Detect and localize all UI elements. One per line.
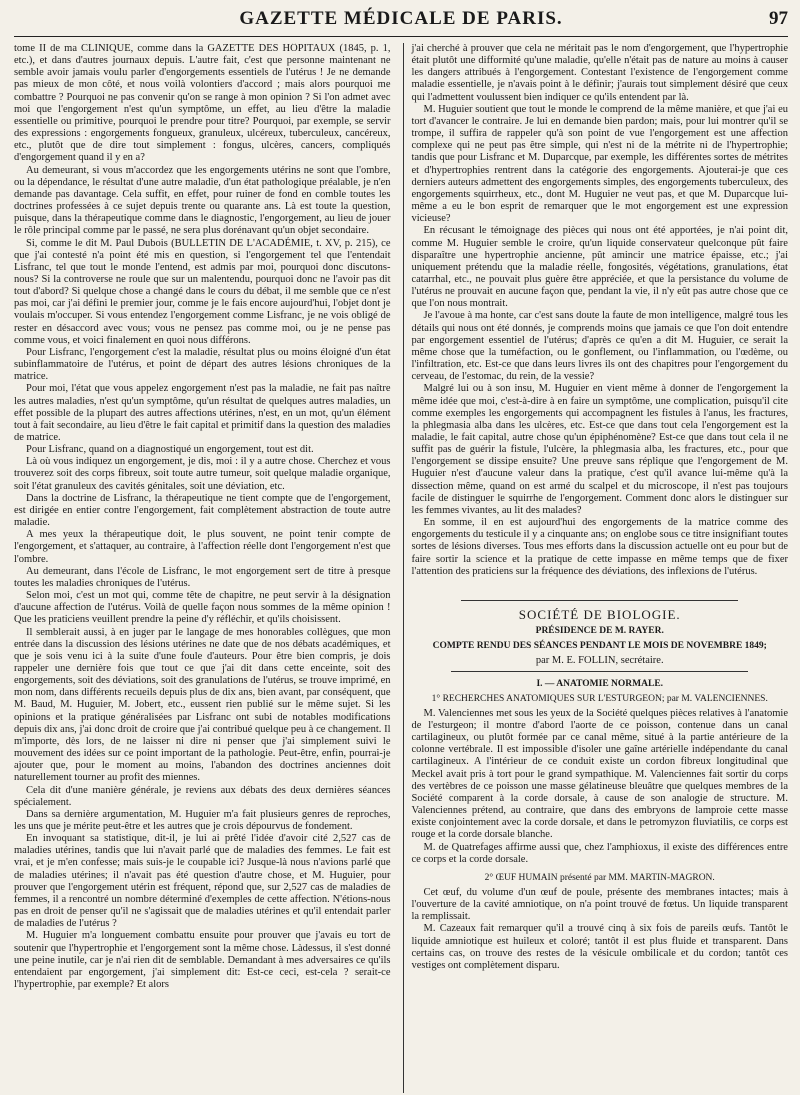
journal-title: GAZETTE MÉDICALE DE PARIS. xyxy=(239,8,563,29)
paragraph: Je l'avoue à ma honte, car c'est sans doute la faute de mon intelligence, malgré tous les détails qui nous ont été donnés, je comprends moins que jamais ce que l'on doit entendre par engorgement essentiel de l'utérus; d'après ce qu'en a dit M. Huguier, ce serait la même chose que la tuméfaction, ou le gonflement, ou l'inflammation, ou l'œdème, ou l'infiltration, etc. Est-ce que dans leurs livres ils ont des chapitres pour l'engorgement du cerveau, de l'estomac, du rein, de la vessie? xyxy=(411,310,788,383)
paragraph: M. de Quatrefages affirme aussi que, chez l'amphioxus, il existe des différences entre ce corps et la corde dorsale. xyxy=(411,841,788,865)
paragraph: Selon moi, c'est un mot qui, comme tête de chapitre, ne peut servir à la désignation d'aucune affection de l'utérus. Voilà de quelle façon nous sommes de la même opinion ! Que les praticiens veuillent prendre la peine d'y réfléchir, et qu'ils choisissent. xyxy=(14,590,391,626)
paragraph: Pour Lisfranc, quand on a diagnostiqué un engorgement, tout est dit. xyxy=(26,444,314,456)
paragraph: Il semblerait aussi, à en juger par le langage de mes honorables collègues, que mon entrée dans la discussion des lésions utérines ne date que de nos débats académiques, et que je sois venu ici à la suite d'une foule d'auteurs. Pour être bien compris, je dois rappeler une dernière fois que tout ce que j'ai dit dans cette enceinte, soit des engorgements, soit des déviations, soit des granulations de l'utérus, se trouve imprimé, en mon nom, dans différents recueils depuis plus de dix ans, bien avant, par conséquent, que M. Baud, M. Huguier, M. Jobert, etc., eussent rien publié sur le même sujet. Si les opinions et la pratique généralisées par Lisfranc ont subi de notables modifications depuis dix ans, j'ai donc droit de croire que j'ai contribué quelque peu à ce changement. Il m'importe, dès lors, de ne laisser ni dire ni penser que j'ai simplement suivi le mouvement des idées sur ce point important de la pathologie. Peut-être, enfin, pourrai-je ajouter que, pour le moment au moins, l'abandon des doctrines anciennes doit naturellement tourner au profit des miennes. xyxy=(14,626,391,784)
paragraph: M. Huguier soutient que tout le monde le comprend de la même manière, et que j'ai eu tort d'avancer le contraire. Je lui en demande bien pardon; mais, pour lui montrer qu'il se trompe, il suffira de rappeler qu'à son point de vue l'engorgement est une affection complexe qui ne peut pas être simple, qui n'est ni de la métrite ni de l'hypertrophie; tandis que pour Lisfranc et M. Duparcque, par exemple, les différentes sortes de métrites et d'hypertrophies rentrent dans la catégorie des engorgements. Ajouterai-je que ces derniers auteurs admettent des engorgements simples, des engorgements tuberculeux, des engorgements squirrheux, etc., dont M. Huguier ne veut pas, et que M. Duparcque lui-même a eu le bon esprit de remarquer que le mot engorgement est une expression vicieuse? xyxy=(411,103,788,225)
paragraph: En somme, il en est aujourd'hui des engorgements de la matrice comme des engorgements du testicule il y a cinquante ans; on englobe sous ce titre insignifiant toutes sortes de lésions diverses. Tous mes efforts dans la discussion actuelle ont eu pour but de faire sortir la science et la pratique de cette impasse en même temps que de fixer l'attention des praticiens sur la fréquence des déviations, des inflexions de l'utérus. xyxy=(411,517,788,577)
paragraph: Pour moi, l'état que vous appelez engorgement n'est pas la maladie, ne fait pas naître les autres maladies, n'est qu'un symptôme, qu'un résultat de quelques autres maladies, un effet possible de la plupart des autres affections utérines, n'est, en un mot, qu'un élément tout à fait secondaire, au lieu d'être le fait capital et primitif dans la question des maladies de matrice. xyxy=(14,383,391,443)
left-column xyxy=(14,43,397,1093)
report-underline xyxy=(451,671,748,672)
paragraph: M. Huguier m'a longuement combattu ensuite pour prouver que j'avais eu tort de soutenir que l'hypertrophie et l'engorgement sont la même chose. Làdessus, il s'est donné une peine inutile, car je n'ai rien dit de semblable. Demandant à mes adversaires ce qu'ils entendaient par engorgement, j'ai simplement dit: Est-ce ceci, est-cela ? serait-ce l'hypertrophie, par exemple? Et alors xyxy=(14,930,391,991)
item-heading: 1° RECHERCHES ANATOMIQUES SUR L'ESTURGEON; par M. VALENCIENNES. xyxy=(431,693,768,704)
paragraph: tome II de ma CLINIQUE, comme dans la GAZETTE DES HÔPITAUX (1845, p. 1, etc.), et dans d'autres journaux depuis. L'autre fait, c'est que personne maintenant ne semble avoir jamais voulu parler d'engorgements essentiels de l'utérus ! Je ne demande pas mieux de mon côté, et nous voilà volontiers d'accord ; mais alors pourquoi me combattre ? Pourquoi ne pas convenir qu'on se range à mon opinion ? Si l'on admet avec moi que l'engorgement n'est qu'un symptôme, un effet, au lieu d'être la maladie essentielle ou primitive, pourquoi le prendre pour titre? Pourquoi, par exemple, se servir des expressions : engorgements fongueux, granuleux, ulcéreux, tuberculeux, cancéreux, etc., plutôt que de dire tout simplement : fongus, ulcères, cancers, compliqués d'engorgement quand il y en a? xyxy=(14,43,391,164)
page-header xyxy=(14,8,788,37)
paragraph: Dans la doctrine de Lisfranc, la thérapeutique ne tient compte que de l'engorgement, est dirigée en entier contre l'engorgement, fait complètement abstraction de toute autre maladie. xyxy=(14,492,391,529)
report-title: COMPTE RENDU DES SÉANCES PENDANT LE MOIS DE NOVEMBRE 1849; xyxy=(432,641,767,652)
paragraph: Pour Lisfranc, l'engorgement c'est la maladie, résultat plus ou moins éloigné d'un état subinflammatoire de l'utérus, et point de départ des autres lésions chroniques de la matrice. xyxy=(14,346,391,383)
presidency-line: PRÉSIDENCE DE M. RAYER. xyxy=(535,626,664,637)
society-title: SOCIÉTÉ DE BIOLOGIE. xyxy=(518,606,681,622)
paragraph: Au demeurant, dans l'école de Lisfranc, le mot engorgement sert de titre à presque toutes les maladies chroniques de l'utérus. xyxy=(14,565,391,589)
page-number: 97 xyxy=(769,8,788,29)
paragraph: Là où vous indiquez un engorgement, je dis, moi : il y a autre chose. Cherchez et vous trouverez soit des corps fibreux, soit toute autre tumeur, soit quelque maladie organique, soit l'état granuleux des cavités génitales, soit une déviation, etc. xyxy=(14,456,391,492)
paragraph: En invoquant sa statistique, dit-il, je lui ai prêté l'idée d'avoir cité 2,527 cas de maladies utérines, tandis que lui n'avait parlé que de maladies des femmes. Le fait est vrai, et je m'en confesse; mais suis-je le coupable ici? Jusque-là nous n'avions parlé que de maladies utérines; il n'avait pas été question d'autre chose, et M. Huguier, pour prouver que l'engorgement utérin est fréquent, répond que, sur 2,527 cas de maladies de femmes, il a rencontré un nombre déterminé d'exemples de cette affection. N'étions-nous pas en droit de penser qu'il ne s'agissait que de maladies utérines et qu'il entendait parler de maladies de l'utérus ? xyxy=(14,833,391,930)
paragraph: Cela dit d'une manière générale, je reviens aux débats des deux dernières séances spécialement. xyxy=(14,784,391,808)
report-author: par M. E. FOLLIN, secrétaire. xyxy=(535,655,664,667)
paragraph: En récusant le témoignage des pièces qui nous ont été apportées, je n'ai point dit, comme M. Huguier semble le croire, qu'un liquide conservateur quelconque pût faire disparaître une hypertrophie ancienne, pût amincir une matrice épaisse, etc.; j'ai uniquement prétendu que la maladie réelle, fongosités, végétations, granulations, état catarrhal, etc., ne pouvait plus guère être appréciée, et que la persistance du volume de l'utérus ne prouvait en aucune façon que, pendant la vie, il n'y eût pas autre chose que ce que l'on nous montrait. xyxy=(411,225,788,310)
item-heading: 2° ŒUF HUMAIN présenté par MM. MARTIN-MAGRON. xyxy=(484,872,715,883)
column-divider xyxy=(403,43,404,1093)
paragraph: M. Valenciennes met sous les yeux de la Société quelques pièces relatives à l'anatomie de l'esturgeon; il montre d'abord l'aorte de ce poisson, contenue dans un canal cartilagineux, ou plutôt formée par ce canal même, situé à la partie antérieure de la colonne vertébrale. Il est impossible d'isoler une gaîne artérielle indépendante du canal cartilagineux. A l'intérieur de ce conduit existe un cordon fibreux longitudinal que Meckel avait pris à tort pour le grand sympathique. M. Valenciennes fait sortir du corps des vertèbres de ce poisson une masse gélatineuse bleuâtre que quelques membres de la Société comparent à la corde dorsale, à cause de son analogie de structure. M. Valenciennes prétend, au contraire, que dans des embryons de lamproie cette masse existe conjointement avec la corde dorsale, et dans le petromyzon fluviatilis, ce corps est rouge et la corde dorsale blanche. xyxy=(411,707,788,841)
paragraph: A mes yeux la thérapeutique doit, le plus souvent, ne point tenir compte de l'engorgement, et s'attaquer, au contraire, à l'affection réelle dont l'engorgement n'est que l'ombre. xyxy=(14,529,391,565)
paragraph: Au demeurant, si vous m'accordez que les engorgements utérins ne sont que l'ombre, ou la dépendance, le résultat d'une autre maladie, d'un état pathologique préalable, je n'en demande pas davantage. Cela suffit, en effet, pour ruiner de fond en comble toutes les doctrines professées à ce sujet depuis trente ou quarante ans. Là est toute la question, puisque, dans la thérapeutique comme dans le diagnostic, l'engorgement, au lieu de jouer le rôle principal comme par le passé, ne sera plus dorénavant qu'un objet secondaire. xyxy=(14,164,391,237)
two-column-body xyxy=(14,43,788,1093)
paragraph: Dans sa dernière argumentation, M. Huguier m'a fait plusieurs genres de reproches, les uns que je mérite peut-être et les autres que je crois dépourvus de fondement. xyxy=(14,808,391,832)
section-separator xyxy=(461,600,738,601)
paragraph: Cet œuf, du volume d'un œuf de poule, présente des membranes intactes; mais à l'ouverture de la cavité amniotique, on n'a point trouvé de fœtus. Un liquide transparent la remplissait. xyxy=(411,887,788,923)
section-heading: I. — ANATOMIE NORMALE. xyxy=(536,678,664,689)
paragraph: M. Cazeaux fait remarquer qu'il a trouvé cinq à six fois de pareils œufs. Tantôt le liquide amniotique est huileux et coloré; tantôt il est plus fluide et transparent. Dans certains cas, on trouve des restes de la vésicule ombilicale et du cordon; tantôt ces vestiges ont complètement disparu. xyxy=(411,923,788,971)
paragraph: j'ai cherché à prouver que cela ne méritait pas le nom d'engorgement, que l'hypertrophie était plutôt une difformité qu'une maladie, qu'elle n'était pas de nature au moins à causer les dangers attribués à l'engorgement. Contestant l'existence de l'engorgement comme maladie essentielle, je n'avais point à le définir; j'aurais tout simplement désiré que ceux qui l'admettent voulussent bien indiquer ce qu'ils entendent par là. xyxy=(411,43,788,103)
right-column xyxy=(409,43,788,1093)
paragraph: Si, comme le dit M. Paul Dubois (BULLETIN DE L'ACADÉMIE, t. XV, p. 215), ce que j'ai contesté n'a point été mis en question, si l'engorgement tel que l'entendait Lisfranc, tel que tout le monde l'entend, est admis par moi, pourquoi donc discutons-nous? Si la controverse ne roule que sur un malentendu, pourquoi donc ne l'avoir pas dit tout d'abord? Si quelque chose a changé dans le cours du débat, il me semble que ce n'est pas moi, car j'ai défini le premier jour, comme je le fais encore aujourd'hui, l'objet dont je voulais m'occuper. Si vous entendez l'engorgement comme Lisfranc, je ne vois obligé de rester en désaccord avec vous; vous ne pensez pas comme moi, ou je ne pense pas comme vous, et voici finalement en quoi nous différons. xyxy=(14,237,391,346)
paragraph: Malgré lui ou à son insu, M. Huguier en vient même à donner de l'engorgement la même idée que moi, c'est-à-dire à en faire un symptôme, une complication, puisqu'il cite comme exemples les engorgements qui accompagnent les fistules à l'anus, les fractures, la phlegmasia alba dans les ulcères, etc. Est-ce que dans tout cela l'engorgement est la maladie, le fait capital, autre chose qu'un épiphénomène? Est-ce que dans tout cela il ne suffit pas de guérir la fistule, l'ulcère, la phlegmasia alba, les fractures, etc., pour que l'engorgement se dissipe ensuite? Une preuve sans réplique que l'engorgement de M. Huguier n'est d'aucune valeur dans la pratique, c'est qu'il avance lui-même qu'à la dissection même, quand on est armé du scalpel et du microscope, il n'est pas toujours facile de distinguer le squirrhe de l'engorgement. Comment donc alors le distinguer sur les femmes vivantes, au lit des malades? xyxy=(411,383,788,516)
